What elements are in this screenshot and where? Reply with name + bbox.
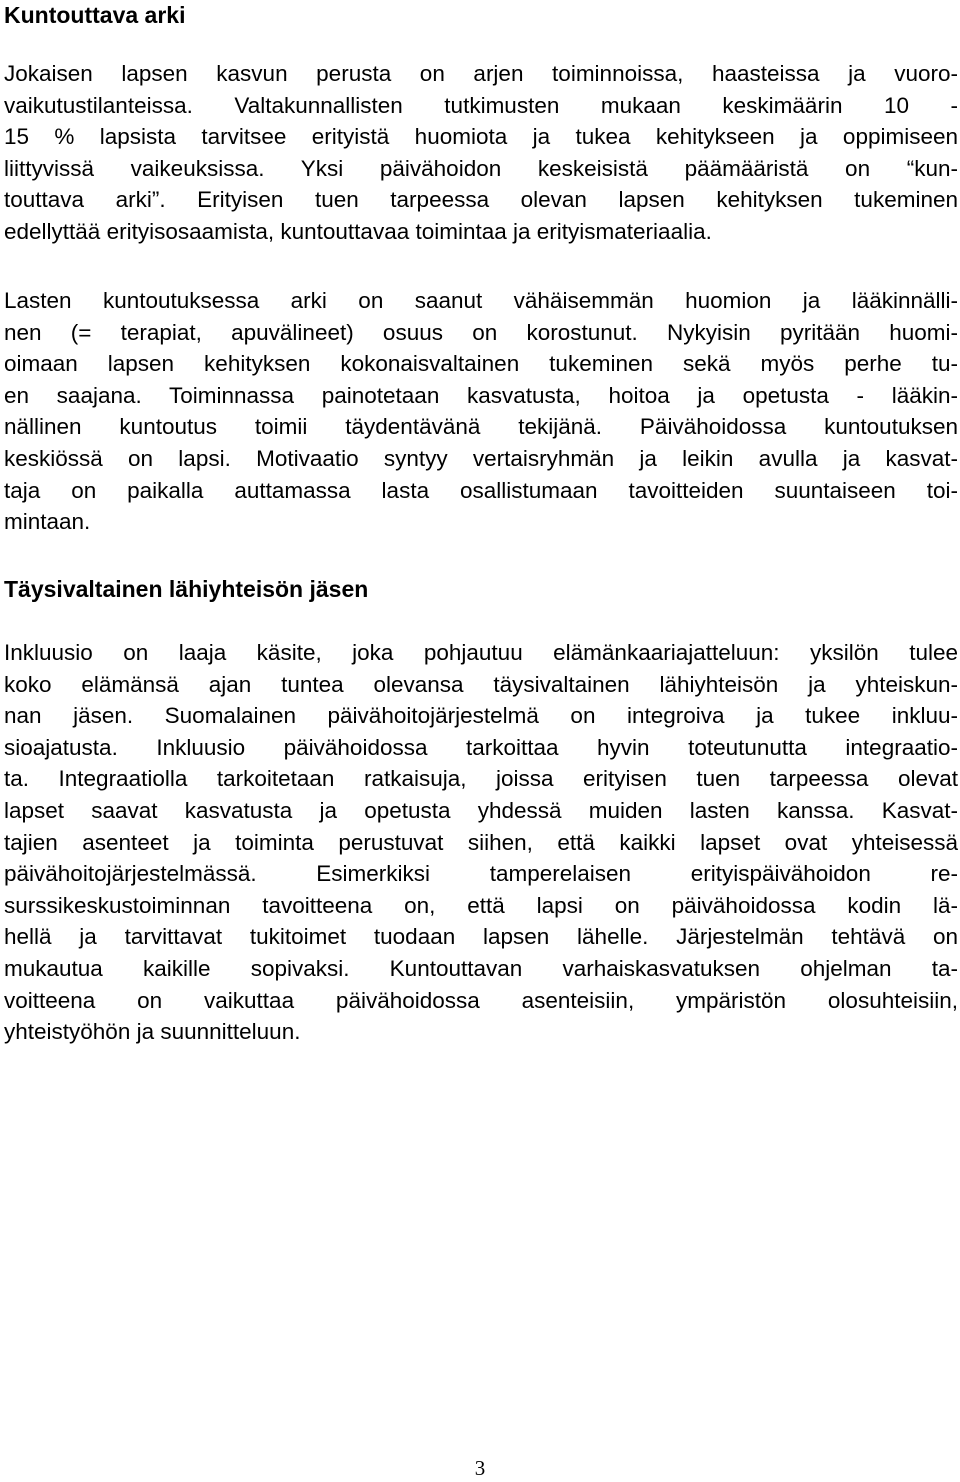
text-line: 15 % lapsista tarvitsee erityistä huomiota ja tukea kehitykseen ja oppimiseen <box>4 124 958 150</box>
text-line: sioajatusta. Inkluusio päivähoidossa tarkoittaa hyvin toteutunutta integraatio- <box>4 734 958 760</box>
text-line: lapset saavat kasvatusta ja opetusta yhdessä muiden lasten kanssa. Kasvat- <box>4 797 958 823</box>
text-line: en saajana. Toiminnassa painotetaan kasvatusta, hoitoa ja opetusta - lääkin- <box>4 382 958 408</box>
text-line: koko elämänsä ajan tuntea olevansa täysivaltainen lähiyhteisön ja yhteiskun- <box>4 671 958 697</box>
text-line: surssikeskustoiminnan tavoitteena on, että lapsi on päivähoidossa kodin lä- <box>4 892 958 918</box>
text-line: ta. Integraatiolla tarkoitetaan ratkaisuja, joissa erityisen tuen tarpeessa olevat <box>4 766 958 792</box>
paragraph <box>4 285 958 538</box>
text-line: taja on paikalla auttamassa lasta osallistumaan tavoitteiden suuntaiseen toi- <box>4 477 958 503</box>
text-line: hellä ja tarvittavat tukitoimet tuodaan lapsen lähelle. Järjestelmän tehtävä on <box>4 924 958 950</box>
text-line: edellyttää erityisosaamista, kuntouttavaa toimintaa ja erityismateriaalia. <box>4 218 712 244</box>
text-line: liittyvissä vaikeuksissa. Yksi päivähoidon keskeisistä päämääristä on “kun- <box>4 155 958 181</box>
text-line: nällinen kuntoutus toimii täydentävänä tekijänä. Päivähoidossa kuntoutuksen <box>4 414 958 440</box>
page-number: 3 <box>474 1456 486 1480</box>
text-line: keskiössä on lapsi. Motivaatio syntyy vertaisryhmän ja leikin avulla ja kasvat- <box>4 445 958 471</box>
text-line: Inkluusio on laaja käsite, joka pohjautuu elämänkaariajatteluun: yksilön tulee <box>4 640 958 665</box>
text-line: vaikutustilanteissa. Valtakunnallisten tutkimusten mukaan keskimäärin 10 - <box>4 92 958 118</box>
paragraph <box>4 637 958 1048</box>
section-heading-taysivaltainen: Täysivaltainen lähiyhteisön jäsen <box>4 576 369 602</box>
text-line: nen (= terapiat, apuvälineet) osuus on korostunut. Nykyisin pyritään huomi- <box>4 319 958 345</box>
text-line: Jokaisen lapsen kasvun perusta on arjen toiminnoissa, haasteissa ja vuoro- <box>4 61 958 86</box>
text-line: voitteena on vaikuttaa päivähoidossa asenteisiin, ympäristön olosuhteisiin, <box>4 987 958 1013</box>
text-line: mukautua kaikille sopivaksi. Kuntouttavan varhaiskasvatuksen ohjelman ta- <box>4 955 958 981</box>
text-line: yhteistyöhön ja suunnitteluun. <box>4 1019 301 1045</box>
text-line: Lasten kuntoutuksessa arki on saanut vähäisemmän huomion ja lääkinnälli- <box>4 288 958 313</box>
paragraph <box>4 58 958 248</box>
section-heading-kuntouttava-arki: Kuntouttava arki <box>4 2 186 28</box>
text-line: touttava arki”. Erityisen tuen tarpeessa olevan lapsen kehityksen tukeminen <box>4 187 958 213</box>
text-line: päivähoitojärjestelmässä. Esimerkiksi tamperelaisen erityispäivähoidon re- <box>4 861 958 887</box>
text-line: mintaan. <box>4 509 91 535</box>
text-line: tajien asenteet ja toiminta perustuvat siihen, että kaikki lapset ovat yhteisessä <box>4 829 958 855</box>
text-line: oimaan lapsen kehityksen kokonaisvaltainen tukeminen sekä myös perhe tu- <box>4 351 958 377</box>
text-line: nan jäsen. Suomalainen päivähoitojärjestelmä on integroiva ja tukee inkluu- <box>4 703 958 729</box>
